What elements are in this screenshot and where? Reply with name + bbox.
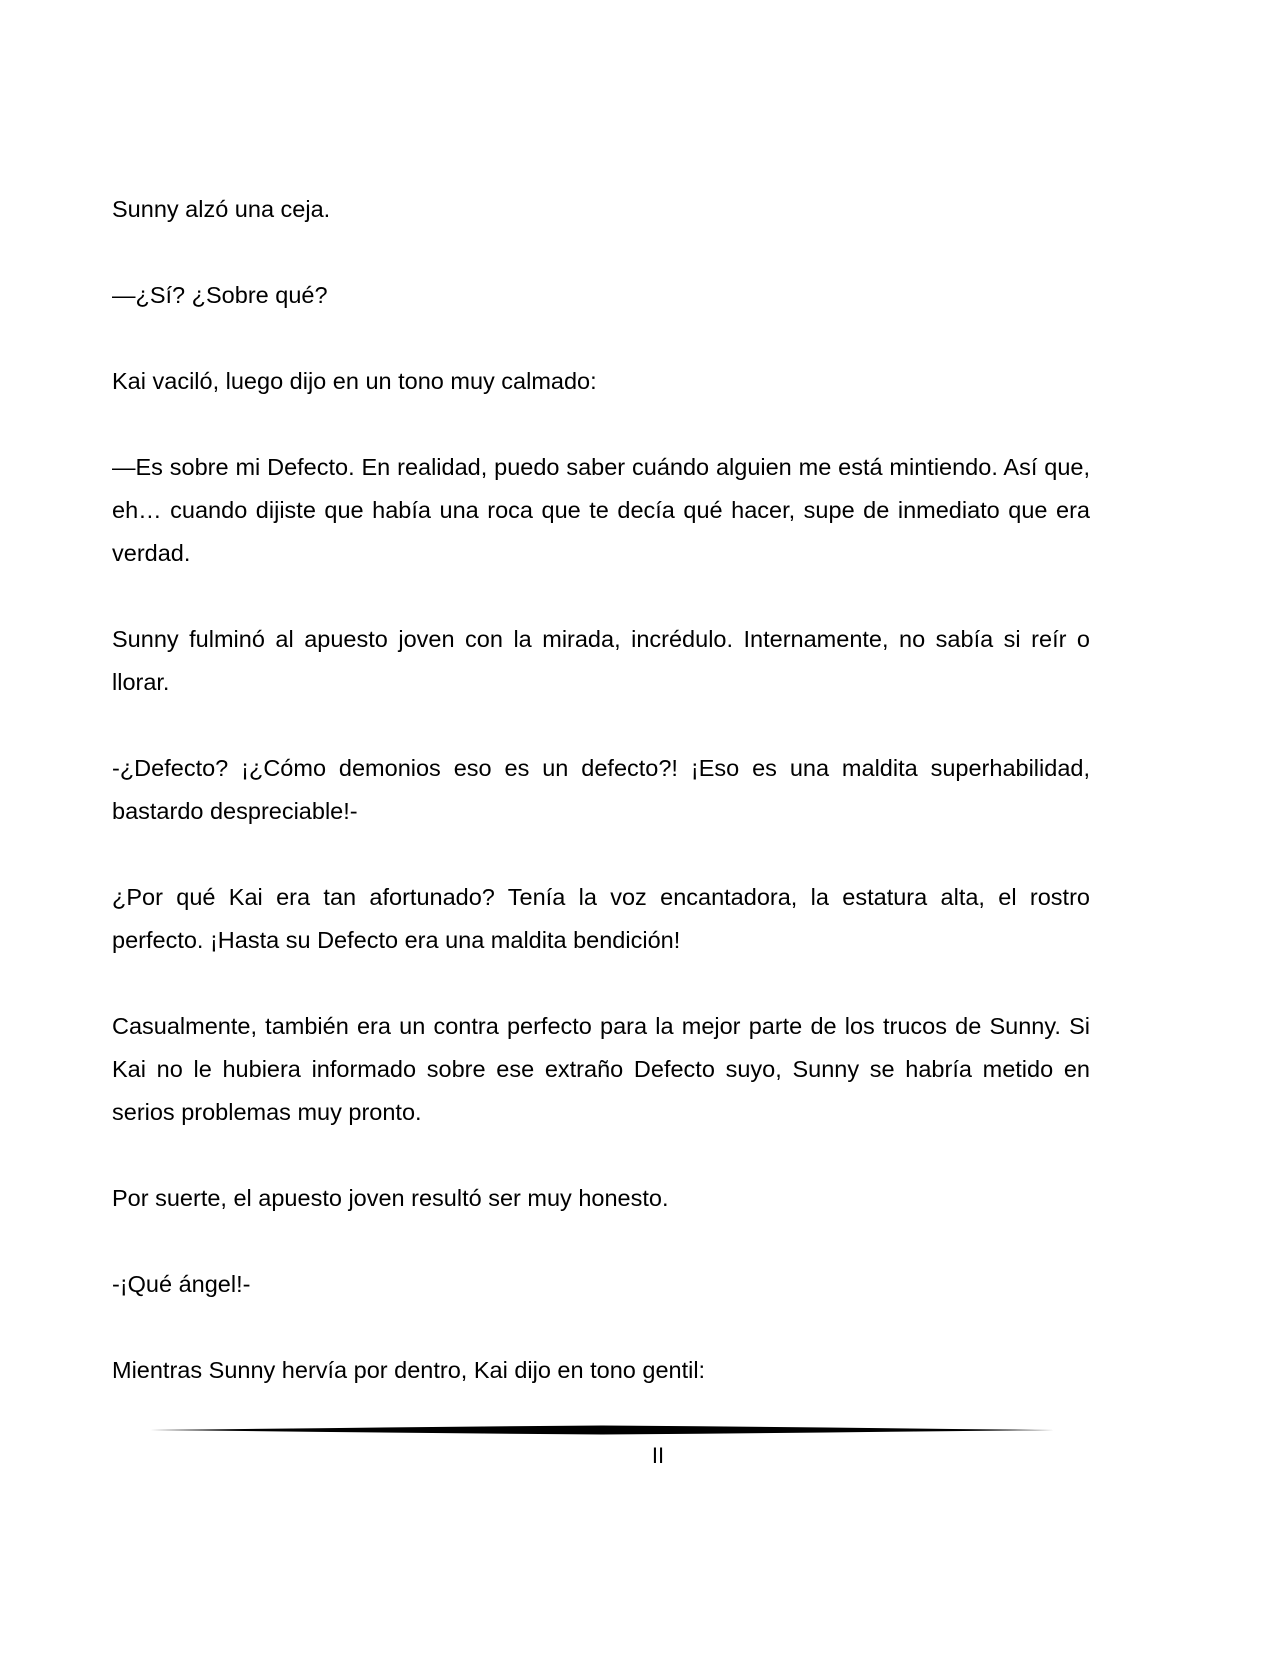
footer-divider (150, 1424, 1054, 1436)
paragraph: —Es sobre mi Defecto. En realidad, puedo saber cuándo alguien me está mintiendo. Así que, eh… cuando dijiste que había una roca que te decía qué hacer, supe de inmediato que era verdad. (112, 454, 1090, 566)
paragraph: Sunny alzó una ceja. (112, 196, 331, 222)
paragraph: Por suerte, el apuesto joven resultó ser muy honesto. (112, 1185, 669, 1211)
paragraph: Casualmente, también era un contra perfecto para la mejor parte de los trucos de Sunny. Si Kai no le hubiera informado sobre ese extraño Defecto suyo, Sunny se habría metido en serios problemas muy pronto. (112, 1013, 1090, 1125)
paragraph: —¿Sí? ¿Sobre qué? (112, 282, 328, 308)
paragraph: Mientras Sunny hervía por dentro, Kai dijo en tono gentil: (112, 1357, 706, 1383)
paragraph: Sunny fulminó al apuesto joven con la mirada, incrédulo. Internamente, no sabía si reír o llorar. (112, 626, 1090, 695)
page-number: II (651, 1443, 665, 1468)
paragraph: -¡Qué ángel!- (112, 1271, 251, 1297)
body-text (112, 188, 1090, 1392)
paragraph: -¿Defecto? ¡¿Cómo demonios eso es un defecto?! ¡Eso es una maldita superhabilidad, bastardo despreciable!- (112, 755, 1090, 824)
paragraph: ¿Por qué Kai era tan afortunado? Tenía la voz encantadora, la estatura alta, el rostro perfecto. ¡Hasta su Defecto era una maldita bendición! (112, 884, 1090, 953)
paragraph: Kai vaciló, luego dijo en un tono muy calmado: (112, 368, 597, 394)
